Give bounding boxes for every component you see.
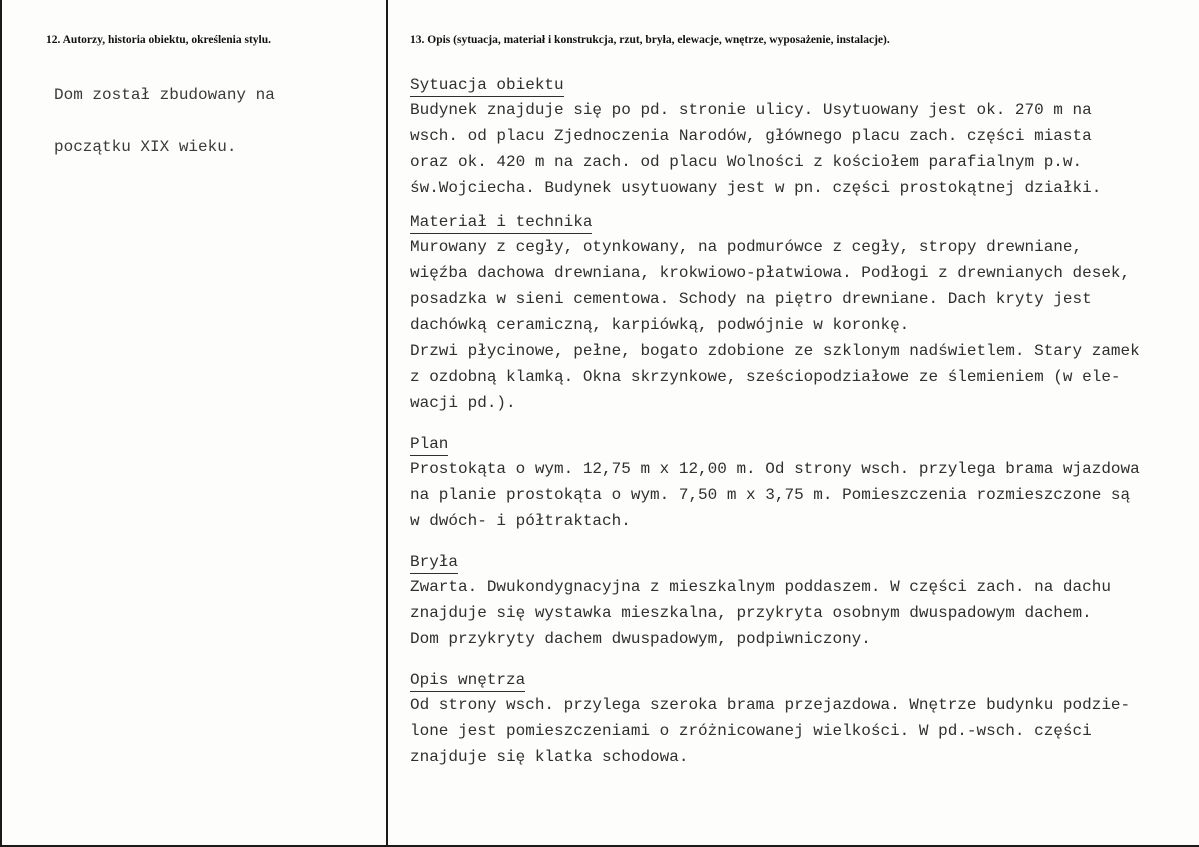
history-line: Dom został zbudowany na [54,86,275,104]
text-line: Drzwi płycinowe, pełne, bogato zdobione ze szklonym nadświetlem. Stary zamek [410,342,1140,360]
section-13-header: 13. Opis (sytuacja, materiał i konstrukcja, rzut, bryła, elewacje, wnętrze, wyposażenie, instalacje). [410,34,890,46]
section-material [410,211,1180,416]
history-text [54,56,374,186]
text-line: Od strony wsch. przylega szeroka brama przejazdowa. Wnętrze budynku podzie- [410,696,1131,714]
section-title-plan: Plan [410,433,448,456]
column-divider [386,0,388,847]
text-line: dachówką ceramiczną, karpiówką, podwójnie w koronkę. [410,316,910,334]
text-line: wacji pd.). [410,394,516,412]
text-line: Murowany z cegły, otynkowany, na podmurówce z cegły, stropy drewniane, [410,238,1083,256]
text-line: Dom przykryty dachem dwuspadowym, podpiwniczony. [410,630,871,648]
text-line: Budynek znajduje się po pd. stronie ulicy. Usytuowany jest ok. 270 m na [410,101,1092,119]
section-situation [410,74,1180,201]
text-line: posadzka w sieni cementowa. Schody na piętro drewniane. Dach kryty jest [410,290,1092,308]
text-line: Zwarta. Dwukondygnacyjna z mieszkalnym poddaszem. W części zach. na dachu [410,578,1111,596]
text-line: św.Wojciecha. Budynek usytuowany jest w pn. części prostokątnej działki. [410,179,1102,197]
text-line: oraz ok. 420 m na zach. od placu Wolności z kościołem parafialnym p.w. [410,153,1083,171]
section-interior [410,669,1180,770]
description-body [410,74,1180,770]
section-title-situation: Sytuacja obiektu [410,74,564,97]
text-line: więźba dachowa drewniana, krokwiowo-płatwiowa. Podłogi z drewnianych desek, [410,264,1131,282]
section-title-massing: Bryła [410,551,458,574]
section-title-interior: Opis wnętrza [410,669,525,692]
section-title-material: Materiał i technika [410,211,592,234]
text-line: znajduje się wystawka mieszkalna, przykryta osobnym dwuspadowym dachem. [410,604,1092,622]
section-12-header: 12. Autorzy, historia obiektu, określenia stylu. [46,34,272,46]
section-massing [410,551,1180,652]
text-line: wsch. od placu Zjednoczenia Narodów, głównego placu zach. części miasta [410,127,1092,145]
text-line: znajduje się klatka schodowa. [410,748,689,766]
history-line: początku XIX wieku. [54,138,237,156]
text-line: z ozdobną klamką. Okna skrzynkowe, sześciopodziałowe ze ślemieniem (w ele- [410,368,1121,386]
text-line: w dwóch- i półtraktach. [410,512,631,530]
text-line: lone jest pomieszczeniami o zróżnicowanej wielkości. W pd.-wsch. części [410,722,1092,740]
text-line: Prostokąta o wym. 12,75 m x 12,00 m. Od strony wsch. przylega brama wjazdowa [410,460,1140,478]
text-line: na planie prostokąta o wym. 7,50 m x 3,75 m. Pomieszczenia rozmieszczone są [410,486,1131,504]
section-plan [410,433,1180,534]
